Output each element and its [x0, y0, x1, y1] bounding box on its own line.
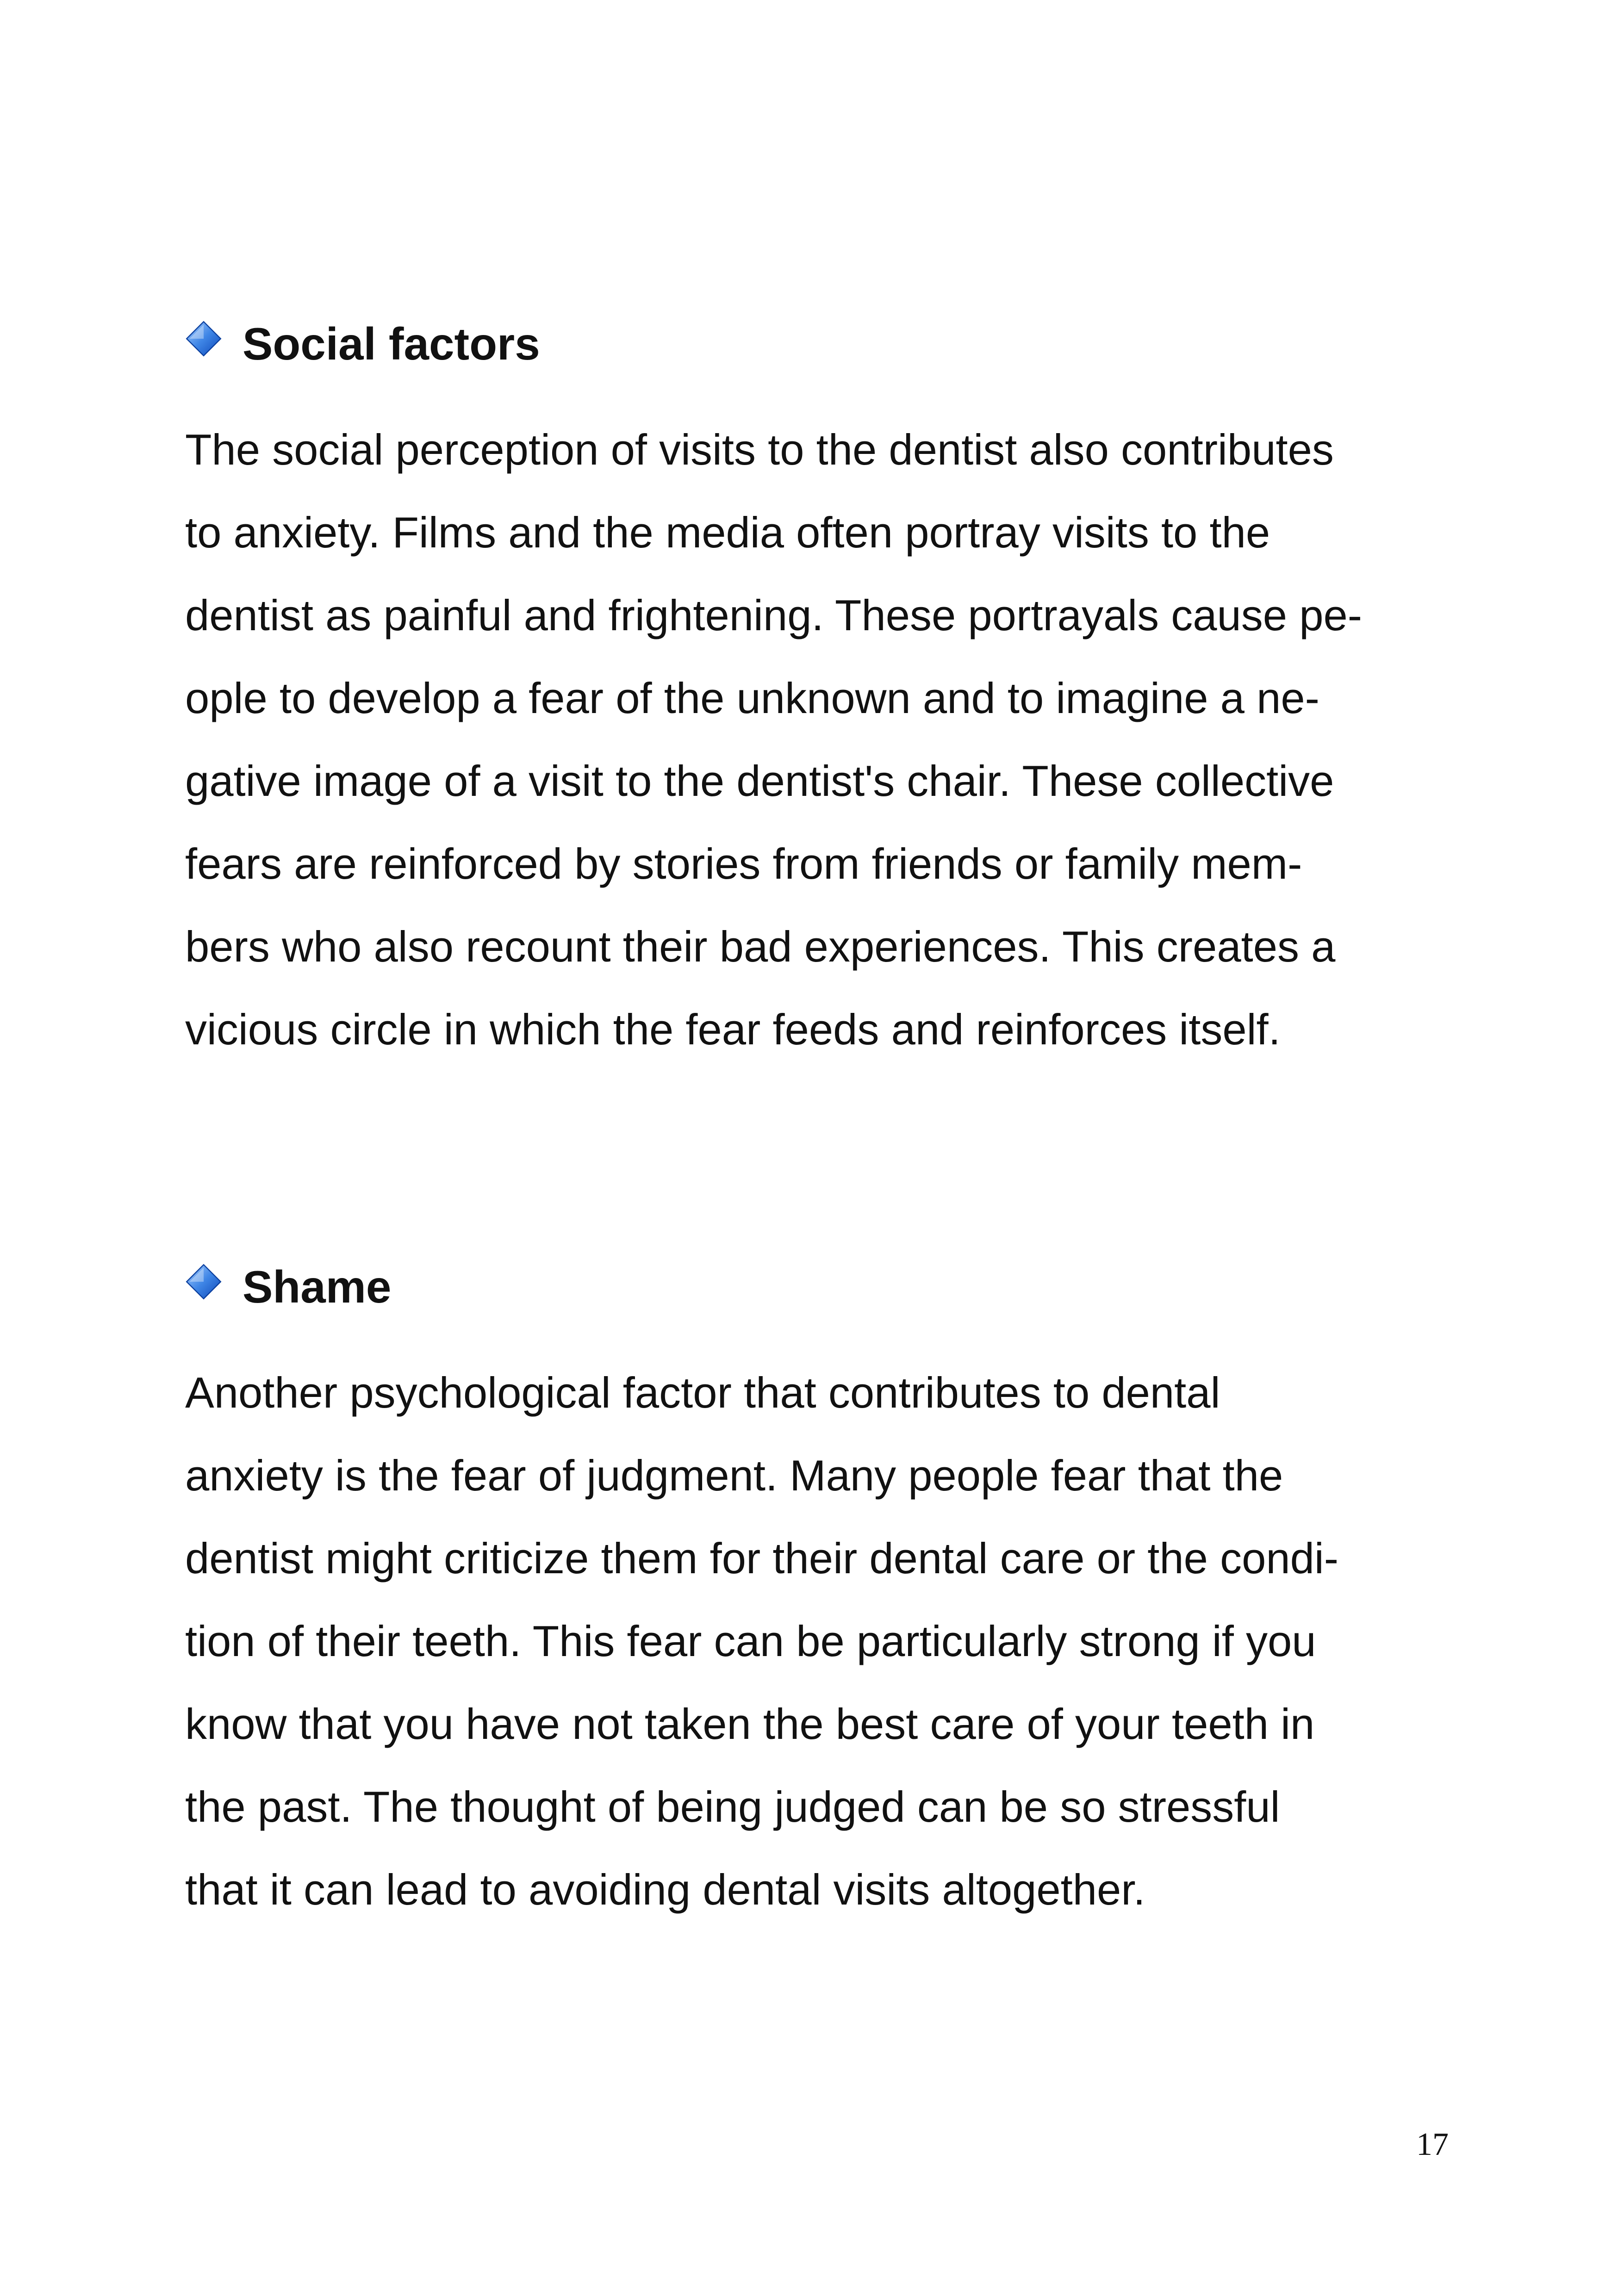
- page-number: 17: [1416, 2127, 1449, 2162]
- section-heading: [185, 1257, 1462, 1317]
- paragraph-line: bers who also recount their bad experiences. This creates a: [185, 922, 1336, 971]
- blue-diamond-icon: [185, 320, 222, 357]
- blue-diamond-icon: [185, 1263, 222, 1300]
- paragraph-line: tion of their teeth. This fear can be particularly strong if you: [185, 1617, 1316, 1665]
- section-paragraph: [185, 1351, 1462, 1931]
- paragraph-line: vicious circle in which the fear feeds and reinforces itself.: [185, 1005, 1281, 1054]
- paragraph-line: dentist might criticize them for their dental care or the condi-: [185, 1534, 1339, 1582]
- paragraph-line: The social perception of visits to the dentist also contributes: [185, 425, 1334, 474]
- paragraph-line: the past. The thought of being judged can be so stressful: [185, 1782, 1280, 1831]
- paragraph-line: Another psychological factor that contributes to dental: [185, 1368, 1220, 1417]
- paragraph-line: that it can lead to avoiding dental visits altogether.: [185, 1865, 1145, 1914]
- paragraph-line: dentist as painful and frightening. These portrayals cause pe-: [185, 591, 1363, 639]
- paragraph-line: ople to develop a fear of the unknown and to imagine a ne-: [185, 674, 1319, 722]
- section-heading: [185, 314, 1462, 374]
- section-social-factors: [185, 314, 1462, 1071]
- section-heading-text: Shame: [243, 1261, 392, 1312]
- paragraph-line: know that you have not taken the best care of your teeth in: [185, 1700, 1315, 1748]
- paragraph-line: gative image of a visit to the dentist's chair. These collective: [185, 757, 1334, 805]
- paragraph-line: to anxiety. Films and the media often portray visits to the: [185, 508, 1270, 557]
- section-paragraph: [185, 408, 1462, 1071]
- paragraph-line: anxiety is the fear of judgment. Many people fear that the: [185, 1451, 1283, 1500]
- section-shame: [185, 1257, 1462, 1931]
- section-heading-text: Social factors: [243, 318, 540, 369]
- paragraph-line: fears are reinforced by stories from friends or family mem-: [185, 839, 1302, 888]
